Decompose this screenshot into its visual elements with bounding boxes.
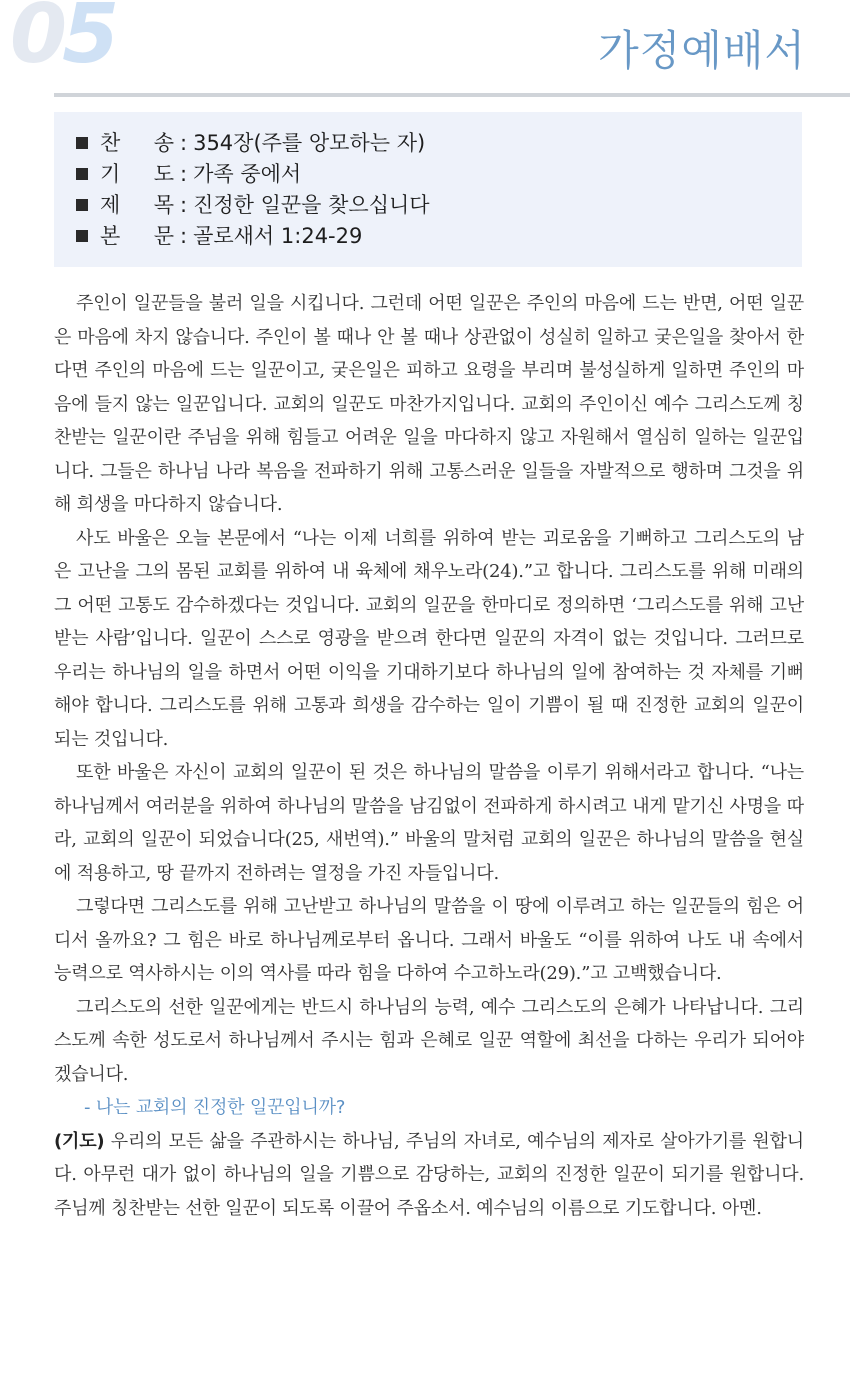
info-row-prayer: 기 도 : 가족 중에서 xyxy=(76,159,802,190)
sermon-body xyxy=(54,287,804,1225)
paragraph: 또한 바울은 자신이 교회의 일꾼이 된 것은 하나님의 말씀을 이루기 위해서라고 합니다. “나는 하나님께서 여러분을 위하여 하나님의 말씀을 남김없이 전파하게 하시려고 내게 맡기신 사명을 따라, 교회의 일꾼이 되었습니다(25, 새번역).” 바울의 말처럼 교회의 일꾼은 하나님의 말씀을 현실에 적용하고, 땅 끝까지 전하려는 열정을 가진 자들입니다. xyxy=(54,762,804,884)
info-label: 제 목 xyxy=(100,193,174,217)
info-label: 찬 송 xyxy=(100,131,174,155)
info-label: 기 도 xyxy=(100,162,174,186)
info-value: 골로새서 1:24-29 xyxy=(193,224,363,248)
page-title: 가정예배서 xyxy=(598,26,806,75)
square-bullet-icon xyxy=(76,137,88,149)
info-row-scripture: 본 문 : 골로새서 1:24-29 xyxy=(76,221,802,252)
worship-info-box xyxy=(54,112,802,267)
paragraph: 그리스도의 선한 일꾼에게는 반드시 하나님의 능력, 예수 그리스도의 은혜가 나타납니다. 그리스도께 속한 성도로서 하나님께서 주시는 힘과 은혜로 일꾼 역할에 최선을 다하는 우리가 되어야겠습니다. xyxy=(54,996,804,1085)
square-bullet-icon xyxy=(76,230,88,242)
info-value: 가족 중에서 xyxy=(193,162,302,186)
paragraph: 사도 바울은 오늘 본문에서 “나는 이제 너희를 위하여 받는 괴로움을 기뻐하고 그리스도의 남은 고난을 그의 몸된 교회를 위하여 내 육체에 채우노라(24).”고 합니다. 그리스도를 위해 미래의 그 어떤 고통도 감수하겠다는 것입니다. 교회의 일꾼을 한마디로 정의하면 ‘그리스도를 위해 고난받는 사람’입니다. 일꾼이 스스로 영광을 받으려 한다면 일꾼의 자격이 없는 것입니다. 그러므로 우리는 하나님의 일을 하면서 어떤 이익을 기대하기보다 하나님의 일에 참여하는 것 자체를 기뻐해야 합니다. 그리스도를 위해 고통과 희생을 감수하는 일이 기쁨이 될 때 진정한 교회의 일꾼이 되는 것입니다. xyxy=(54,527,804,750)
paragraph: 주인이 일꾼들을 불러 일을 시킵니다. 그런데 어떤 일꾼은 주인의 마음에 드는 반면, 어떤 일꾼은 마음에 차지 않습니다. 주인이 볼 때나 안 볼 때나 상관없이 성실히 일하고 궂은일을 찾아서 한다면 주인의 마음에 드는 일꾼이고, 궂은일은 피하고 요령을 부리며 불성실하게 일하면 주인의 마음에 들지 않는 일꾼입니다. 교회의 일꾼도 마찬가지입니다. 교회의 주인이신 예수 그리스도께 칭찬받는 일꾼이란 주님을 위해 힘들고 어려운 일을 마다하지 않고 자원해서 열심히 일하는 일꾼입니다. 그들은 하나님 나라 복음을 전파하기 위해 고통스러운 일들을 자발적으로 행하며 그것을 위해 희생을 마다하지 않습니다. xyxy=(54,293,804,515)
info-value: 진정한 일꾼을 찾으십니다 xyxy=(193,193,430,217)
header-divider xyxy=(54,93,850,97)
info-row-hymn: 찬 송 : 354장(주를 앙모하는 자) xyxy=(76,128,802,159)
prayer-text: 우리의 모든 삶을 주관하시는 하나님, 주님의 자녀로, 예수님의 제자로 살아가기를 원합니다. 아무런 대가 없이 하나님의 일을 기쁨으로 감당하는, 교회의 진정한 일꾼이 되기를 원합니다. 주님께 칭찬받는 선한 일꾼이 되도록 이끌어 주옵소서. 예수님의 이름으로 기도합니다. 아멘. xyxy=(54,1130,804,1219)
info-row-subject: 제 목 : 진정한 일꾼을 찾으십니다 xyxy=(76,190,802,221)
reflection-question: - 나는 교회의 진정한 일꾼입니까? xyxy=(84,1097,346,1118)
paragraph: 그렇다면 그리스도를 위해 고난받고 하나님의 말씀을 이 땅에 이루려고 하는 일꾼들의 힘은 어디서 올까요? 그 힘은 바로 하나님께로부터 옵니다. 그래서 바울도 “이를 위하여 나도 내 속에서 능력으로 역사하시는 이의 역사를 따라 힘을 다하여 수고하노라(29).”고 고백했습니다. xyxy=(54,896,804,984)
info-label: 본 문 xyxy=(100,224,174,248)
section-number: 05 xyxy=(10,0,115,82)
square-bullet-icon xyxy=(76,168,88,180)
square-bullet-icon xyxy=(76,199,88,211)
prayer-label: (기도) xyxy=(54,1130,105,1152)
closing-prayer xyxy=(54,1125,804,1226)
info-value: 354장(주를 앙모하는 자) xyxy=(193,131,426,155)
